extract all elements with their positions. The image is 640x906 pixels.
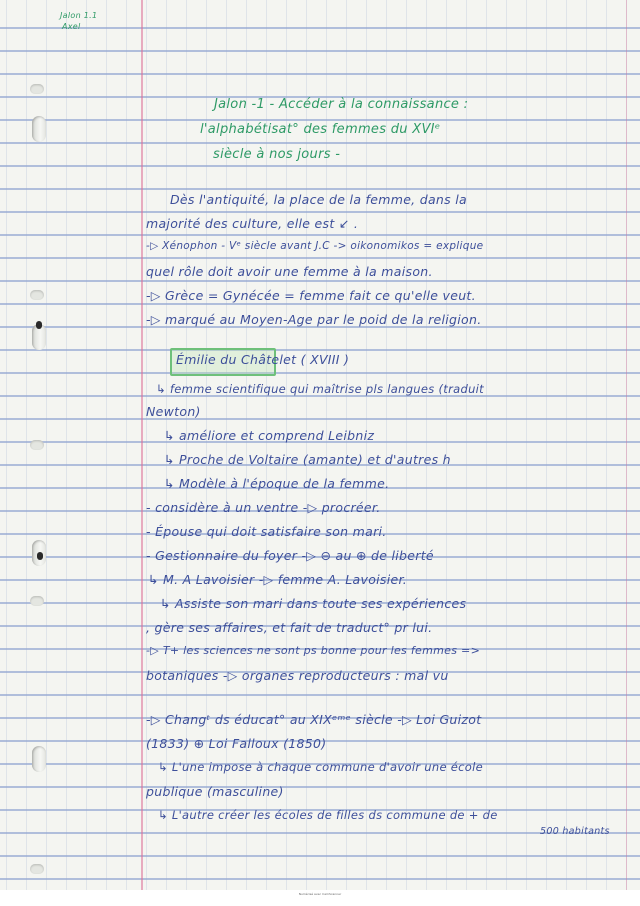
body-line: ↳ L'autre créer les écoles de filles ds commune de + de bbox=[158, 808, 498, 822]
body-line: ↳ M. A Lavoisier -▷ femme A. Lavoisier. bbox=[148, 572, 408, 587]
body-line: ↳ femme scientifique qui maîtrise pls langues (traduit bbox=[156, 382, 484, 396]
ink-mark bbox=[37, 552, 43, 560]
body-line: Newton) bbox=[146, 404, 201, 419]
body-line: ↳ L'une impose à chaque commune d'avoir une école bbox=[158, 760, 484, 774]
body-line: -▷ Xénophon - Vᵉ siècle avant J.C -> oikonomikos = explique bbox=[146, 240, 484, 252]
body-line: ↳ Assiste son mari dans toute ses expériences bbox=[160, 596, 467, 611]
scanner-watermark: Numérisé avec CamScanner bbox=[298, 892, 342, 896]
body-line: ↳ améliore et comprend Leibniz bbox=[164, 428, 375, 443]
section-heading: Émilie du Châtelet ( XVIII ) bbox=[176, 352, 350, 367]
body-line: , gère ses affaires, et fait de traduct° pr lui. bbox=[146, 620, 433, 635]
body-line: ↳ Modèle à l'époque de la femme. bbox=[164, 476, 390, 491]
title-line-3: siècle à nos jours - bbox=[213, 147, 341, 162]
body-line: Dès l'antiquité, la place de la femme, dans la bbox=[170, 192, 467, 207]
body-line: - Épouse qui doit satisfaire son mari. bbox=[146, 524, 387, 539]
body-line: -▷ Grèce = Gynécée = femme fait ce qu'elle veut. bbox=[146, 288, 476, 303]
body-line: -▷ T+ les sciences ne sont ps bonne pour les femmes => bbox=[146, 644, 481, 657]
body-line: -▷ marqué au Moyen-Age par le poid de la religion. bbox=[146, 312, 482, 327]
margin-line bbox=[141, 0, 143, 890]
header-jalon: Jalon 1.1 bbox=[60, 11, 98, 20]
binder-hole bbox=[30, 596, 44, 606]
body-line: - Gestionnaire du foyer -▷ ⊖ au ⊕ de liberté bbox=[146, 548, 434, 563]
header-name: Axel bbox=[62, 22, 81, 31]
body-line: -▷ Changᵗ ds éducat° au XIXᵉᵐᵉ siècle -▷ Loi Guizot bbox=[146, 712, 482, 727]
body-line: ↳ Proche de Voltaire (amante) et d'autres h bbox=[164, 452, 451, 467]
binder-hole bbox=[30, 440, 44, 450]
body-line: majorité des culture, elle est ↙ . bbox=[146, 216, 359, 231]
body-line: - considère à un ventre -▷ procréer. bbox=[146, 500, 381, 515]
body-line: (1833) ⊕ Loi Falloux (1850) bbox=[146, 736, 327, 751]
binder-hole bbox=[30, 290, 44, 300]
binder-hole bbox=[30, 84, 44, 94]
title-line-2: l'alphabétisat° des femmes du XVIᵉ bbox=[200, 122, 441, 137]
right-margin-line bbox=[626, 0, 627, 890]
title-line-1: Jalon -1 - Accéder à la connaissance : bbox=[214, 97, 469, 112]
binder-hole bbox=[32, 116, 46, 142]
binder-hole bbox=[32, 746, 46, 772]
body-line: 500 habitants bbox=[540, 826, 610, 837]
body-line: quel rôle doit avoir une femme à la maison. bbox=[146, 264, 433, 279]
body-line: botaniques -▷ organes reproducteurs : mal vu bbox=[146, 668, 449, 683]
ink-mark bbox=[36, 321, 42, 329]
binder-hole bbox=[30, 864, 44, 874]
body-line: publique (masculine) bbox=[146, 784, 284, 799]
